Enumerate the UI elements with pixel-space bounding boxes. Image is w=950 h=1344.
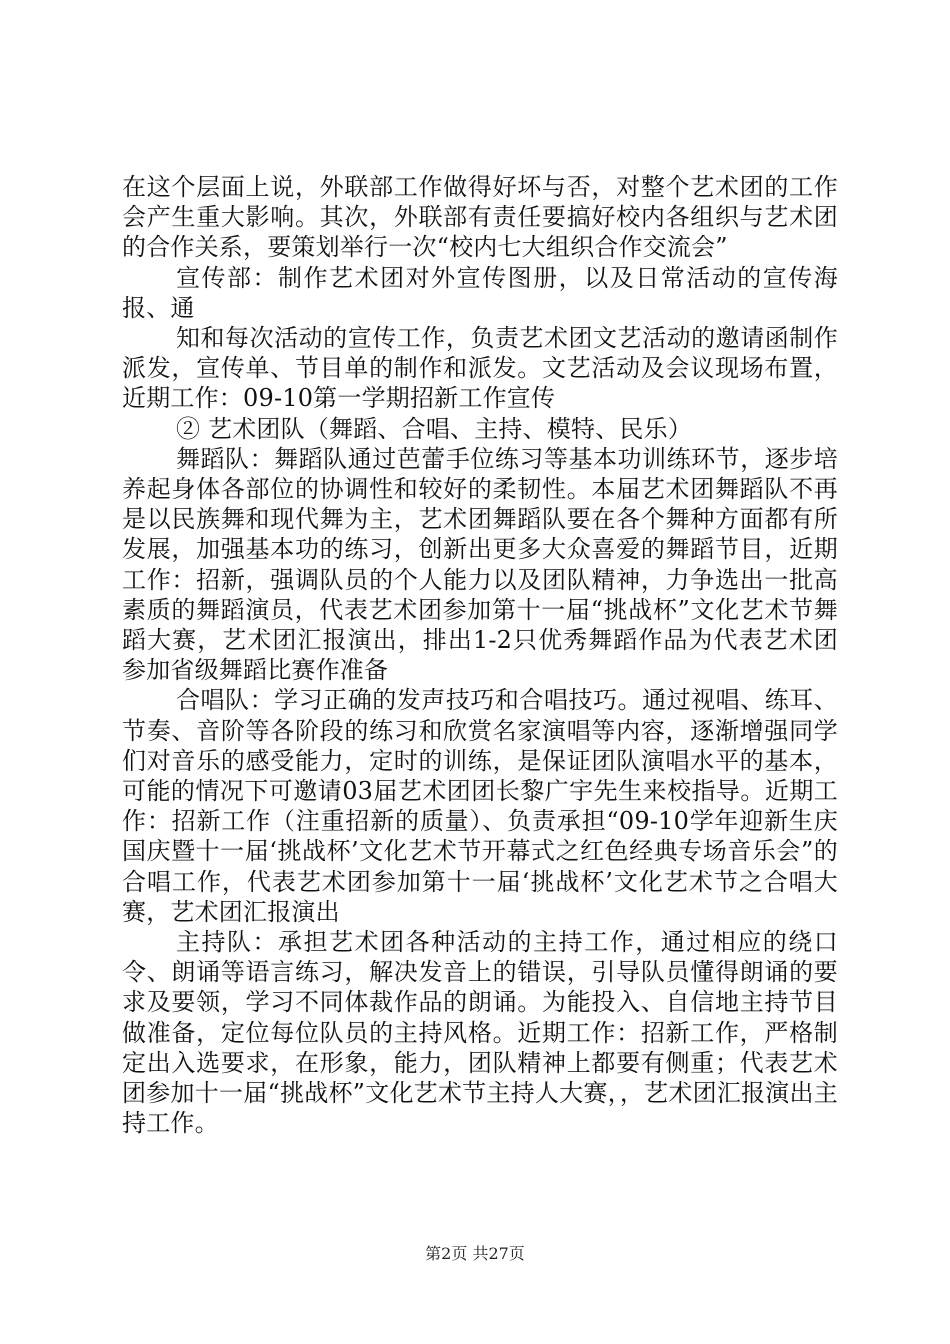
paragraph-external-relations: 在这个层面上说，外联部工作做得好坏与否，对整个艺术团的工作会产生重大影响。其次，外联部有责任要搞好校内各组织与艺术团的合作关系，要策划举行一次“校内七大组织合作交流会”: [122, 173, 838, 262]
paragraph-choir-team: 合唱队：学习正确的发声技巧和合唱技巧。通过视唱、练耳、节奏、音阶等各阶段的练习和欣赏名家演唱等内容，逐渐增强同学们对音乐的感受能力，定时的训练，是保证团队演唱水平的基本，可能的情况下可邀请03届艺术团团长黎广宇先生来校指导。近期工作：招新工作（注重招新的质量）、负责承担“09-10学年迎新生庆国庆暨十一届‘挑战杯’文化艺术节开幕式之红色经典专场音乐会”的合唱工作，代表艺术团参加第十一届‘挑战杯’文化艺术节之合唱大赛，艺术团汇报演出: [122, 686, 838, 926]
paragraph-publicity-duties: 知和每次活动的宣传工作，负责艺术团文艺活动的邀请函制作派发，宣传单、节目单的制作和派发。文艺活动及会议现场布置，近期工作：09-10第一学期招新工作宣传: [122, 324, 838, 413]
section-heading-art-teams: ② 艺术团队（舞蹈、合唱、主持、模特、民乐）: [176, 414, 693, 443]
paragraph-dance-team: 舞蹈队：舞蹈队通过芭蕾手位练习等基本功训练环节，逐步培养起身体各部位的协调性和较好的柔韧性。本届艺术团舞蹈队不再是以民族舞和现代舞为主，艺术团舞蹈队要在各个舞种方面都有所发展，加强基本功的练习，创新出更多大众喜爱的舞蹈节目，近期工作：招新，强调队员的个人能力以及团队精神，力争选出一批高素质的舞蹈演员，代表艺术团参加第十一届“挑战杯”文化艺术节舞蹈大赛，艺术团汇报演出，排出1-2只优秀舞蹈作品为代表艺术团参加省级舞蹈比赛作准备: [122, 444, 838, 685]
paragraph-publicity-dept: 宣传部：制作艺术团对外宣传图册，以及日常活动的宣传海报、通: [122, 263, 838, 322]
page-number-footer: 第2页 共27页: [425, 1244, 525, 1263]
paragraph-host-team: 主持队：承担艺术团各种活动的主持工作，通过相应的绕口令、朗诵等语言练习，解决发音上的错误，引导队员懂得朗诵的要求及要领，学习不同体裁作品的朗诵。为能投入、自信地主持节目做准备，定位每位队员的主持风格。近期工作：招新工作，严格制定出入选要求，在形象，能力，团队精神上都要有侧重；代表艺术团参加十一届“挑战杯”文化艺术节主持人大赛，，艺术团汇报演出主持工作。: [122, 928, 838, 1138]
document-body: [122, 172, 838, 1139]
